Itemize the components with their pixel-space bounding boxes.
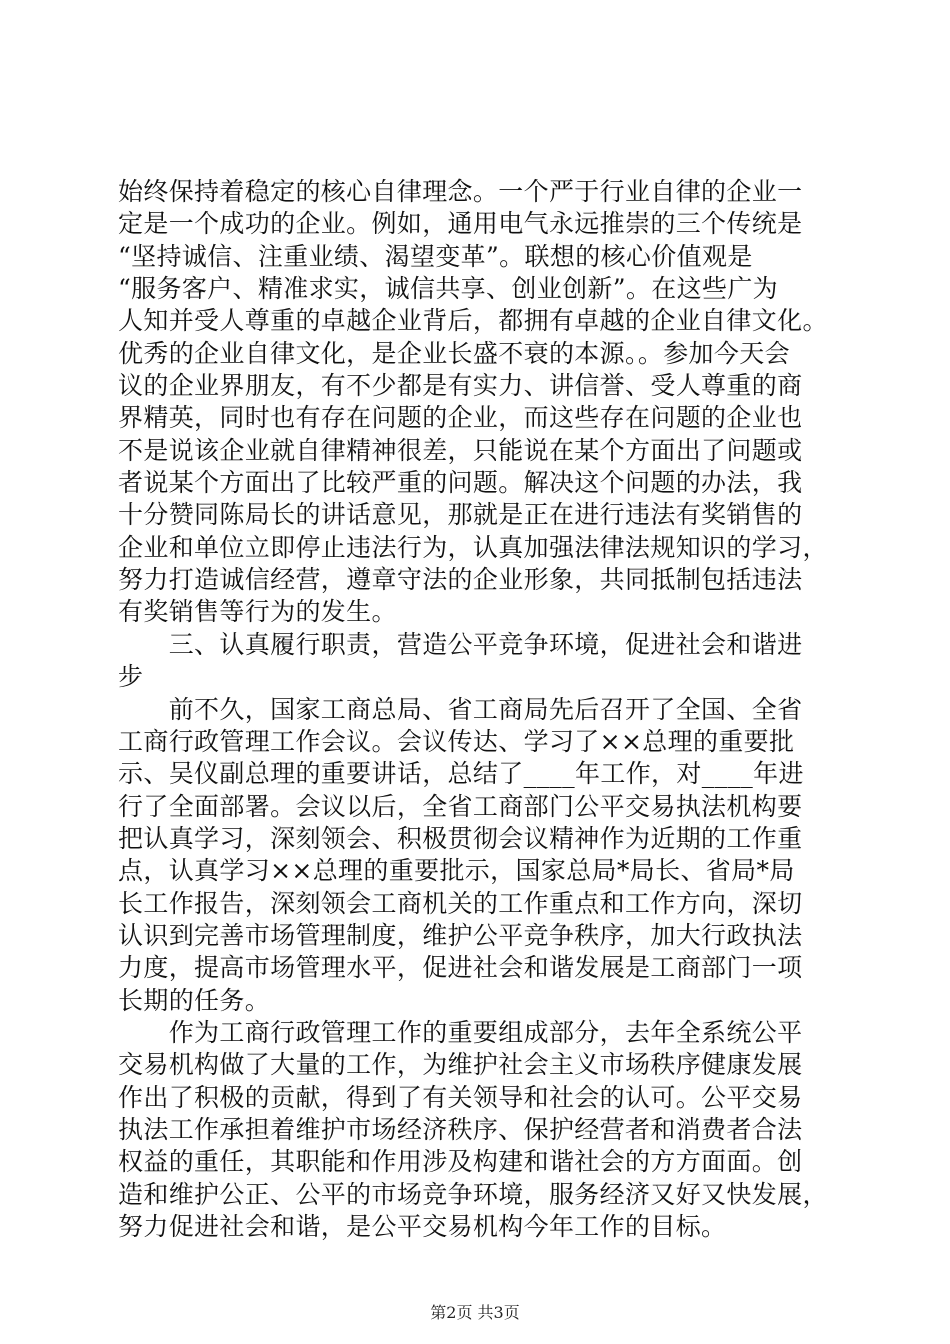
text-line: 者说某个方面出了比较严重的问题。解决这个问题的办法，我 [118,468,803,498]
text-line: 权益的重任，其职能和作用涉及构建和谐社会的方方面面。创 [118,1147,803,1177]
text-line: 行了全面部署。会议以后，全省工商部门公平交易执法机构要 [118,791,803,821]
text-line: 作为工商行政管理工作的重要组成部分，去年全系统公平 [118,1017,803,1047]
section-heading: 步 [118,662,144,692]
text-line: 努力促进社会和谐，是公平交易机构今年工作的目标。 [118,1212,727,1241]
text-line: 有奖销售等行为的发生。 [118,597,397,627]
text-line: 点，认真学习××总理的重要批示，国家总局*局长、省局*局 [118,856,795,886]
text-line: 把认真学习，深刻领会、积极贯彻会议精神作为近期的工作重 [118,823,803,853]
text-line: 示、吴仪副总理的重要讲话，总结了____年工作，对____年进 [118,759,804,789]
text-line: 力度，提高市场管理水平，促进社会和谐发展是工商部门一项 [118,953,803,983]
text-line: 优秀的企业自律文化，是企业长盛不衰的本源。。参加今天会 [118,338,790,368]
text-line: 执法工作承担着维护市场经济秩序、保护经营者和消费者合法 [118,1114,803,1144]
document-body [118,176,838,1243]
text-line: 工商行政管理工作会议。会议传达、学习了××总理的重要批 [118,726,795,756]
text-line: 努力打造诚信经营，遵章守法的企业形象，共同抵制包括违法 [118,565,803,595]
text-line: 企业和单位立即停止违法行为，认真加强法律法规知识的学习， [118,532,828,562]
text-line: 造和维护公正、公平的市场竞争环境，服务经济又好又快发展， [118,1179,828,1209]
text-line: 议的企业界朋友，有不少都是有实力、讲信誉、受人尊重的商 [118,371,803,401]
text-line: 定是一个成功的企业。例如，通用电气永远推崇的三个传统是 [118,209,803,239]
text-line: 十分赞同陈局长的讲话意见，那就是正在进行违法有奖销售的 [118,500,803,530]
page-number-footer: 第2页 共3页 [430,1303,520,1322]
section-heading: 三、认真履行职责，营造公平竞争环境，促进社会和谐进 [118,629,803,659]
text-line: 认识到完善市场管理制度，维护公平竞争秩序，加大行政执法 [118,920,803,950]
text-line: 作出了积极的贡献，得到了有关领导和社会的认可。公平交易 [118,1082,803,1112]
text-line: 长期的任务。 [118,985,271,1015]
text-line: 人知并受人尊重的卓越企业背后，都拥有卓越的企业自律文化。 [118,306,828,336]
text-line: 始终保持着稳定的核心自律理念。一个严于行业自律的企业一 [118,177,803,206]
text-line: 不是说该企业就自律精神很差，只能说在某个方面出了问题或 [118,435,803,465]
text-line: 前不久，国家工商总局、省工商局先后召开了全国、全省 [118,694,803,724]
text-line: 界精英，同时也有存在问题的企业，而这些存在问题的企业也 [118,403,803,433]
text-line: “服务客户、精准求实，诚信共享、创业创新”。在这些广为 [118,274,779,304]
text-line: “坚持诚信、注重业绩、渴望变革”。联想的核心价值观是 [118,241,753,271]
text-line: 交易机构做了大量的工作，为维护社会主义市场秩序健康发展 [118,1050,803,1080]
text-line: 长工作报告，深刻领会工商机关的工作重点和工作方向，深切 [118,888,803,918]
